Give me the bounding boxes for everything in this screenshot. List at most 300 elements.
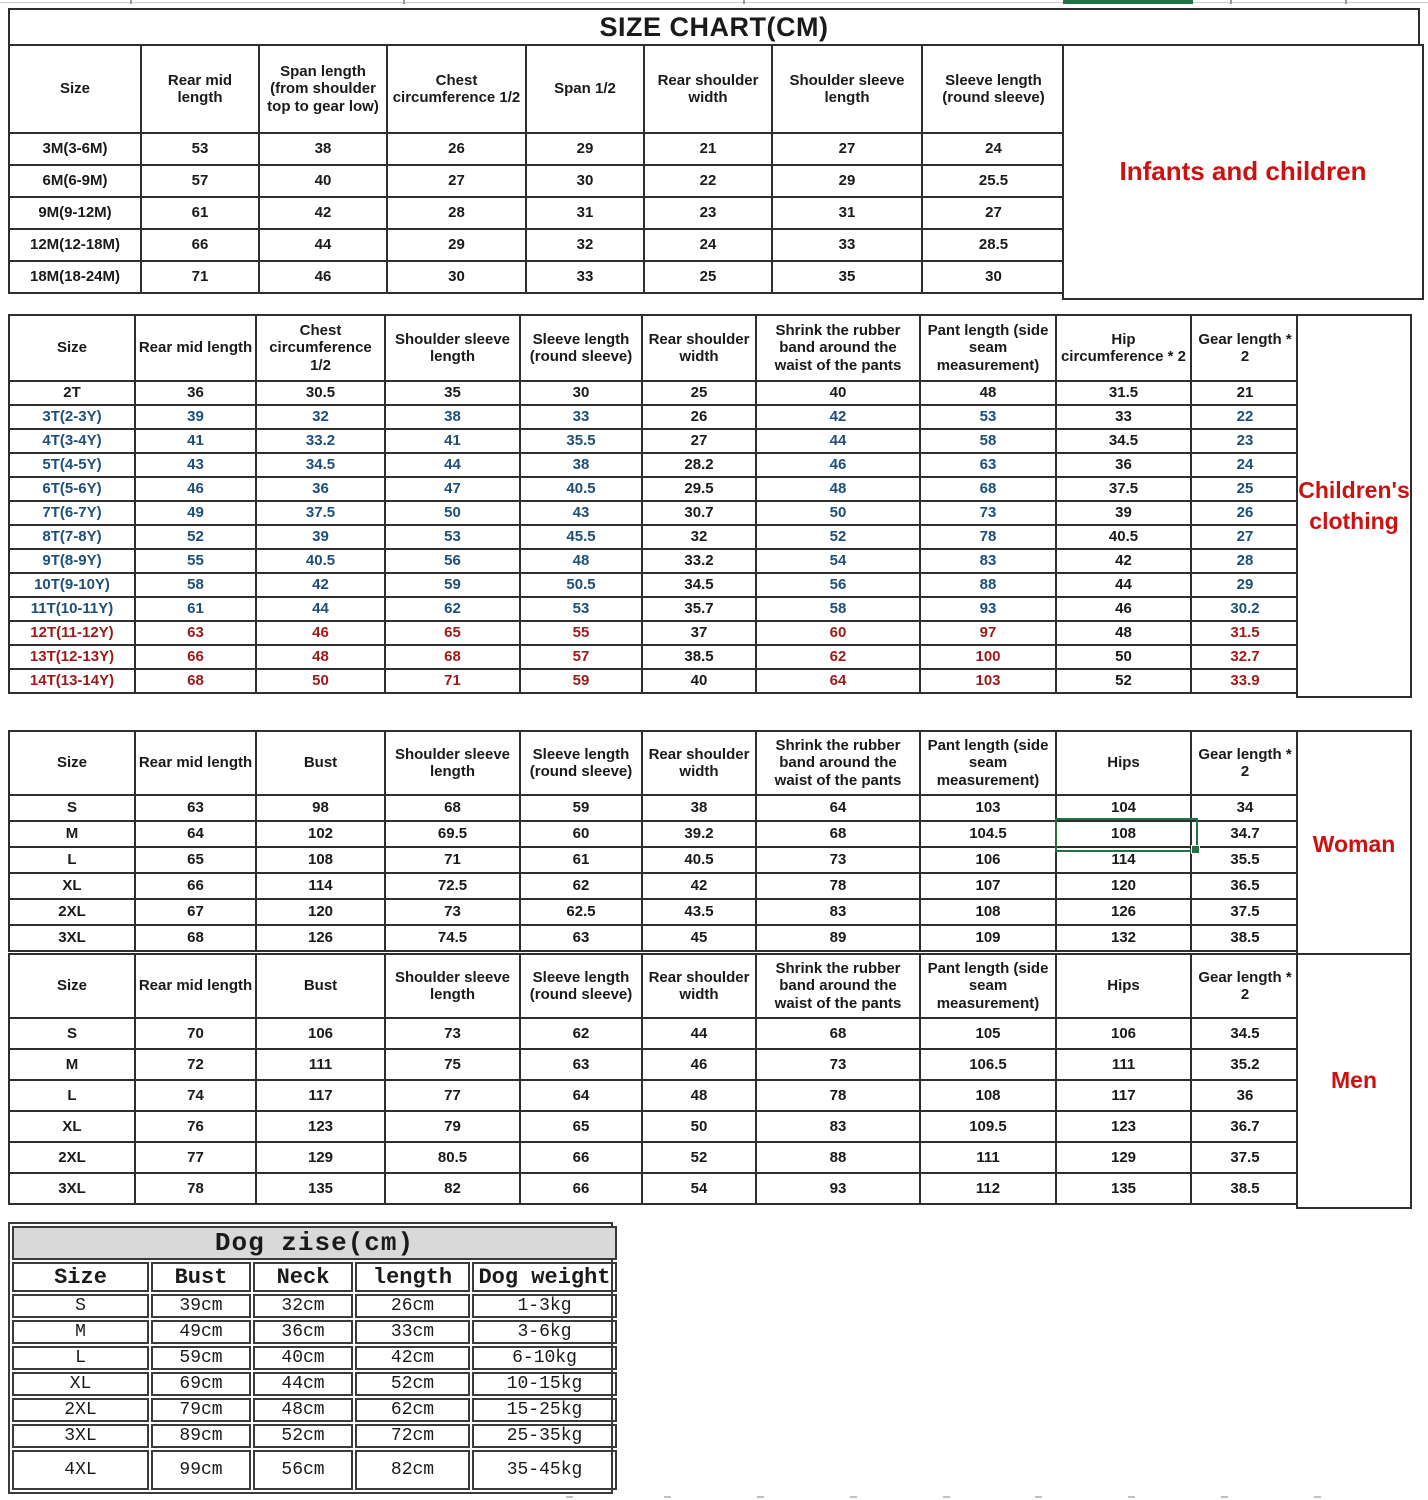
data-cell: 62cm <box>355 1398 470 1422</box>
data-cell: 35 <box>385 381 520 405</box>
data-cell: 126 <box>256 925 385 951</box>
data-cell: 42 <box>1056 549 1191 573</box>
row-size-label: 14T(13-14Y) <box>9 669 135 693</box>
data-cell: 65 <box>135 847 256 873</box>
table-row <box>9 197 1065 229</box>
data-cell: 93 <box>920 597 1056 621</box>
column-header: Size <box>12 1262 149 1292</box>
data-cell: 98 <box>256 795 385 821</box>
data-cell: 44 <box>256 597 385 621</box>
table-row <box>9 501 1299 525</box>
row-size-label: 9M(9-12M) <box>9 197 141 229</box>
data-cell: 40.5 <box>520 477 642 501</box>
column-header: Size <box>9 315 135 381</box>
data-cell: 39cm <box>151 1294 251 1318</box>
data-cell: 132 <box>1056 925 1191 951</box>
data-cell: 29.5 <box>642 477 756 501</box>
men-label: Men <box>1296 953 1412 1209</box>
gridline-tick <box>943 1496 950 1498</box>
column-header: Size <box>9 954 135 1018</box>
data-cell: 44 <box>1056 573 1191 597</box>
data-cell: 23 <box>644 197 772 229</box>
data-cell: 38 <box>642 795 756 821</box>
data-cell: 21 <box>644 133 772 165</box>
data-cell: 29 <box>387 229 526 261</box>
data-cell: 39 <box>135 405 256 429</box>
data-cell: 52 <box>756 525 920 549</box>
row-size-label: 3T(2-3Y) <box>9 405 135 429</box>
data-cell: 55 <box>135 549 256 573</box>
data-cell: 109.5 <box>920 1111 1056 1142</box>
data-cell: 42 <box>259 197 387 229</box>
table-row <box>9 429 1299 453</box>
data-cell: 74.5 <box>385 925 520 951</box>
data-cell: 61 <box>135 597 256 621</box>
row-size-label: 5T(4-5Y) <box>9 453 135 477</box>
table-row <box>9 165 1065 197</box>
column-header: Rear mid length <box>135 731 256 795</box>
data-cell: 29 <box>526 133 644 165</box>
data-cell: 106.5 <box>920 1049 1056 1080</box>
data-cell: 64 <box>756 669 920 693</box>
data-cell: 37 <box>642 621 756 645</box>
data-cell: 32.7 <box>1191 645 1299 669</box>
data-cell: 71 <box>385 669 520 693</box>
table-row <box>12 1372 617 1396</box>
data-cell: 108 <box>256 847 385 873</box>
data-cell: 48 <box>756 477 920 501</box>
data-cell: 37.5 <box>1191 899 1299 925</box>
data-cell: 25 <box>644 261 772 293</box>
data-cell: 26 <box>387 133 526 165</box>
data-cell: 120 <box>256 899 385 925</box>
selection-fill-handle[interactable] <box>1191 845 1200 854</box>
data-cell: 47 <box>385 477 520 501</box>
table-row <box>9 525 1299 549</box>
data-cell: 33 <box>772 229 922 261</box>
data-cell: 52 <box>1056 669 1191 693</box>
data-cell: 59cm <box>151 1346 251 1370</box>
column-header: Shoulder sleeve length <box>385 954 520 1018</box>
gridline-tick <box>743 0 745 4</box>
data-cell: 27 <box>387 165 526 197</box>
data-cell: 111 <box>1056 1049 1191 1080</box>
table-row <box>9 573 1299 597</box>
data-cell: 34 <box>1191 795 1299 821</box>
row-size-label: 4T(3-4Y) <box>9 429 135 453</box>
column-header: Sleeve length (round sleeve) <box>520 954 642 1018</box>
gridline-tick <box>403 0 405 4</box>
data-cell: 88 <box>920 573 1056 597</box>
data-cell: 64 <box>135 821 256 847</box>
data-cell: 99cm <box>151 1450 251 1490</box>
data-cell: 126 <box>1056 899 1191 925</box>
column-header: Span length (from shoulder top to gear low) <box>259 45 387 133</box>
data-cell: 46 <box>256 621 385 645</box>
data-cell: 103 <box>920 669 1056 693</box>
data-cell: 75 <box>385 1049 520 1080</box>
data-cell: 111 <box>256 1049 385 1080</box>
data-cell: 24 <box>1191 453 1299 477</box>
data-cell: 58 <box>135 573 256 597</box>
data-cell: 36.7 <box>1191 1111 1299 1142</box>
data-cell: 22 <box>644 165 772 197</box>
data-cell: 73 <box>756 847 920 873</box>
data-cell: 88 <box>756 1142 920 1173</box>
row-size-label: M <box>9 821 135 847</box>
data-cell: 56 <box>385 549 520 573</box>
data-cell: 63 <box>520 925 642 951</box>
data-cell: 72 <box>135 1049 256 1080</box>
data-cell: 62 <box>385 597 520 621</box>
data-cell: 42cm <box>355 1346 470 1370</box>
column-header: Hip circumference * 2 <box>1056 315 1191 381</box>
table-row <box>9 899 1299 925</box>
table-row <box>9 1049 1299 1080</box>
dog-table-frame <box>8 1222 613 1494</box>
data-cell: 50 <box>756 501 920 525</box>
data-cell: 34.5 <box>256 453 385 477</box>
row-size-label: 3XL <box>9 1173 135 1204</box>
table-row <box>9 549 1299 573</box>
children-label: Children's clothing <box>1296 314 1412 698</box>
column-header: Sleeve length (round sleeve) <box>520 315 642 381</box>
data-cell: 32 <box>526 229 644 261</box>
data-cell: 49 <box>135 501 256 525</box>
column-header: Size <box>9 731 135 795</box>
data-cell: 45 <box>642 925 756 951</box>
data-cell: 50 <box>1056 645 1191 669</box>
data-cell: 29 <box>1191 573 1299 597</box>
data-cell: 40 <box>642 669 756 693</box>
data-cell: 50 <box>642 1111 756 1142</box>
data-cell: 82 <box>385 1173 520 1204</box>
data-cell: 64 <box>756 795 920 821</box>
data-cell: 112 <box>920 1173 1056 1204</box>
data-cell: 48 <box>1056 621 1191 645</box>
table-row <box>12 1320 617 1344</box>
data-cell: 50.5 <box>520 573 642 597</box>
data-cell: 36.5 <box>1191 873 1299 899</box>
column-header: Sleeve length (round sleeve) <box>520 731 642 795</box>
data-cell: 78 <box>135 1173 256 1204</box>
data-cell: 40cm <box>253 1346 353 1370</box>
data-cell: 32cm <box>253 1294 353 1318</box>
table-row <box>9 1111 1299 1142</box>
data-cell: 25-35kg <box>472 1424 617 1448</box>
table-row <box>9 381 1299 405</box>
data-cell: 65 <box>520 1111 642 1142</box>
data-cell: 106 <box>1056 1018 1191 1049</box>
data-cell: 38.5 <box>1191 925 1299 951</box>
data-cell: 77 <box>135 1142 256 1173</box>
data-cell: 44 <box>259 229 387 261</box>
table-row <box>9 1173 1299 1204</box>
data-cell: 6-10kg <box>472 1346 617 1370</box>
row-size-label: L <box>9 1080 135 1111</box>
data-cell: 53 <box>920 405 1056 429</box>
data-cell: 39 <box>256 525 385 549</box>
row-size-label: L <box>12 1346 149 1370</box>
data-cell: 105 <box>920 1018 1056 1049</box>
spreadsheet-gridline-top <box>0 2 1428 3</box>
data-cell: 31 <box>772 197 922 229</box>
gridline-tick <box>757 1496 764 1498</box>
data-cell: 83 <box>920 549 1056 573</box>
data-cell: 48cm <box>253 1398 353 1422</box>
data-cell: 61 <box>141 197 259 229</box>
column-header: Rear mid length <box>135 315 256 381</box>
data-cell: 70 <box>135 1018 256 1049</box>
data-cell: 67 <box>135 899 256 925</box>
data-cell: 43.5 <box>642 899 756 925</box>
data-cell: 57 <box>520 645 642 669</box>
data-cell: 108 <box>920 1080 1056 1111</box>
row-size-label: XL <box>9 1111 135 1142</box>
data-cell: 42 <box>256 573 385 597</box>
table-row <box>9 229 1065 261</box>
data-cell: 97 <box>920 621 1056 645</box>
data-cell: 52 <box>642 1142 756 1173</box>
data-cell: 129 <box>1056 1142 1191 1173</box>
data-cell: 37.5 <box>256 501 385 525</box>
data-cell: 30 <box>387 261 526 293</box>
data-cell: 59 <box>520 669 642 693</box>
data-cell: 89cm <box>151 1424 251 1448</box>
data-cell: 36 <box>1056 453 1191 477</box>
data-cell: 34.5 <box>1191 1018 1299 1049</box>
row-size-label: L <box>9 847 135 873</box>
data-cell: 73 <box>385 899 520 925</box>
table-row <box>9 133 1065 165</box>
data-cell: 66 <box>520 1142 642 1173</box>
column-header: Rear shoulder width <box>642 731 756 795</box>
data-cell: 117 <box>1056 1080 1191 1111</box>
data-cell: 62 <box>520 873 642 899</box>
column-header: Pant length (side seam measurement) <box>920 731 1056 795</box>
data-cell: 52cm <box>355 1372 470 1396</box>
column-header: Rear shoulder width <box>642 954 756 1018</box>
gridline-tick <box>130 0 132 4</box>
data-cell: 135 <box>1056 1173 1191 1204</box>
data-cell: 25 <box>642 381 756 405</box>
data-cell: 35 <box>772 261 922 293</box>
children-table <box>8 314 1300 694</box>
table-row <box>9 669 1299 693</box>
data-cell: 50 <box>385 501 520 525</box>
data-cell: 58 <box>920 429 1056 453</box>
column-header: Shoulder sleeve length <box>772 45 922 133</box>
data-cell: 21 <box>1191 381 1299 405</box>
column-header: Span 1/2 <box>526 45 644 133</box>
data-cell: 57 <box>141 165 259 197</box>
data-cell: 69cm <box>151 1372 251 1396</box>
data-cell: 72cm <box>355 1424 470 1448</box>
row-size-label: S <box>12 1294 149 1318</box>
data-cell: 65 <box>385 621 520 645</box>
men-table <box>8 953 1300 1205</box>
data-cell: 1-3kg <box>472 1294 617 1318</box>
data-cell: 36 <box>135 381 256 405</box>
data-cell: 106 <box>256 1018 385 1049</box>
data-cell: 30.7 <box>642 501 756 525</box>
data-cell: 79cm <box>151 1398 251 1422</box>
row-size-label: 12M(12-18M) <box>9 229 141 261</box>
gridline-tick <box>1221 1496 1228 1498</box>
data-cell: 28 <box>387 197 526 229</box>
selected-column-indicator <box>1063 0 1193 4</box>
data-cell: 38.5 <box>642 645 756 669</box>
data-cell: 111 <box>920 1142 1056 1173</box>
data-cell: 60 <box>520 821 642 847</box>
data-cell: 3-6kg <box>472 1320 617 1344</box>
data-cell: 23 <box>1191 429 1299 453</box>
data-cell: 123 <box>1056 1111 1191 1142</box>
row-size-label: 2XL <box>9 899 135 925</box>
data-cell: 129 <box>256 1142 385 1173</box>
data-cell: 102 <box>256 821 385 847</box>
data-cell: 35.7 <box>642 597 756 621</box>
data-cell: 60 <box>756 621 920 645</box>
table-row <box>9 1080 1299 1111</box>
data-cell: 35.2 <box>1191 1049 1299 1080</box>
data-cell: 73 <box>756 1049 920 1080</box>
row-size-label: 3M(3-6M) <box>9 133 141 165</box>
data-cell: 62 <box>756 645 920 669</box>
data-cell: 103 <box>920 795 1056 821</box>
data-cell: 46 <box>259 261 387 293</box>
data-cell: 33.2 <box>256 429 385 453</box>
active-cell-selection[interactable] <box>1055 818 1198 852</box>
data-cell: 82cm <box>355 1450 470 1490</box>
data-cell: 44 <box>756 429 920 453</box>
table-row <box>12 1398 617 1422</box>
data-cell: 108 <box>920 899 1056 925</box>
data-cell: 33 <box>1056 405 1191 429</box>
data-cell: 68 <box>920 477 1056 501</box>
column-header: Shoulder sleeve length <box>385 731 520 795</box>
data-cell: 78 <box>920 525 1056 549</box>
data-cell: 40 <box>259 165 387 197</box>
data-cell: 46 <box>756 453 920 477</box>
data-cell: 62.5 <box>520 899 642 925</box>
row-size-label: 2XL <box>12 1398 149 1422</box>
data-cell: 37.5 <box>1056 477 1191 501</box>
row-size-label: M <box>12 1320 149 1344</box>
data-cell: 48 <box>642 1080 756 1111</box>
column-header: Rear mid length <box>141 45 259 133</box>
data-cell: 28.2 <box>642 453 756 477</box>
data-cell: 68 <box>385 645 520 669</box>
data-cell: 48 <box>920 381 1056 405</box>
infants-label: Infants and children <box>1062 44 1424 300</box>
data-cell: 36cm <box>253 1320 353 1344</box>
data-cell: 28 <box>1191 549 1299 573</box>
gridline-tick <box>1314 1496 1321 1498</box>
column-header: Rear shoulder width <box>642 315 756 381</box>
row-size-label: 7T(6-7Y) <box>9 501 135 525</box>
data-cell: 24 <box>644 229 772 261</box>
data-cell: 54 <box>642 1173 756 1204</box>
data-cell: 37.5 <box>1191 1142 1299 1173</box>
data-cell: 38.5 <box>1191 1173 1299 1204</box>
column-header: Bust <box>256 731 385 795</box>
data-cell: 46 <box>642 1049 756 1080</box>
data-cell: 27 <box>922 197 1065 229</box>
data-cell: 40.5 <box>642 847 756 873</box>
row-size-label: 9T(8-9Y) <box>9 549 135 573</box>
row-size-label: 2T <box>9 381 135 405</box>
data-cell: 10-15kg <box>472 1372 617 1396</box>
data-cell: 55 <box>520 621 642 645</box>
data-cell: 46 <box>135 477 256 501</box>
data-cell: 63 <box>135 621 256 645</box>
row-size-label: S <box>9 1018 135 1049</box>
data-cell: 109 <box>920 925 1056 951</box>
data-cell: 36 <box>1191 1080 1299 1111</box>
row-size-label: M <box>9 1049 135 1080</box>
data-cell: 46 <box>1056 597 1191 621</box>
data-cell: 34.5 <box>1056 429 1191 453</box>
data-cell: 30 <box>526 165 644 197</box>
woman-label: Woman <box>1296 730 1412 959</box>
column-header: Shoulder sleeve length <box>385 315 520 381</box>
data-cell: 89 <box>756 925 920 951</box>
data-cell: 83 <box>756 1111 920 1142</box>
table-row <box>9 925 1299 951</box>
table-row <box>9 405 1299 429</box>
row-size-label: 4XL <box>12 1450 149 1490</box>
data-cell: 63 <box>135 795 256 821</box>
data-cell: 28.5 <box>922 229 1065 261</box>
data-cell: 106 <box>920 847 1056 873</box>
data-cell: 36 <box>256 477 385 501</box>
data-cell: 42 <box>756 405 920 429</box>
data-cell: 107 <box>920 873 1056 899</box>
column-header: Rear shoulder width <box>644 45 772 133</box>
column-header: Pant length (side seam measurement) <box>920 954 1056 1018</box>
data-cell: 72.5 <box>385 873 520 899</box>
data-cell: 114 <box>256 873 385 899</box>
gridline-tick <box>1230 0 1232 4</box>
data-cell: 44cm <box>253 1372 353 1396</box>
table-row <box>12 1294 617 1318</box>
row-size-label: 2XL <box>9 1142 135 1173</box>
data-cell: 33.9 <box>1191 669 1299 693</box>
data-cell: 71 <box>141 261 259 293</box>
row-size-label: 13T(12-13Y) <box>9 645 135 669</box>
data-cell: 100 <box>920 645 1056 669</box>
row-size-label: 6M(6-9M) <box>9 165 141 197</box>
data-cell: 68 <box>135 925 256 951</box>
dog-table <box>10 1224 619 1492</box>
data-cell: 78 <box>756 1080 920 1111</box>
data-cell: 33.2 <box>642 549 756 573</box>
row-size-label: 11T(10-11Y) <box>9 597 135 621</box>
data-cell: 135 <box>256 1173 385 1204</box>
column-header: Bust <box>256 954 385 1018</box>
data-cell: 29 <box>772 165 922 197</box>
data-cell: 53 <box>385 525 520 549</box>
data-cell: 68 <box>756 1018 920 1049</box>
data-cell: 43 <box>520 501 642 525</box>
table-row <box>9 1018 1299 1049</box>
data-cell: 34.5 <box>642 573 756 597</box>
column-header: Chest circumference 1/2 <box>387 45 526 133</box>
data-cell: 38 <box>385 405 520 429</box>
data-cell: 45.5 <box>520 525 642 549</box>
data-cell: 41 <box>135 429 256 453</box>
